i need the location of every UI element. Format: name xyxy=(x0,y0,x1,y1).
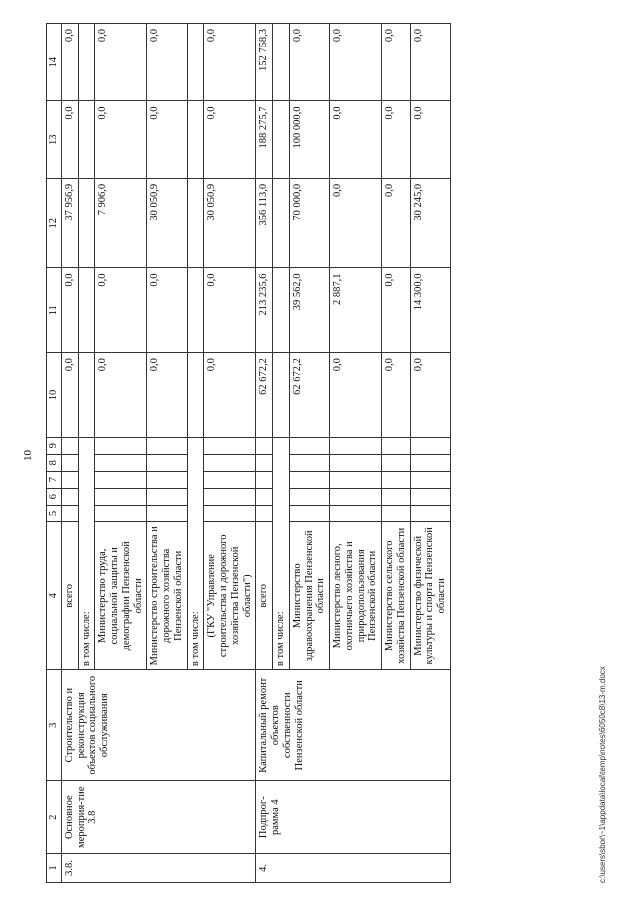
col-header: 12 xyxy=(47,178,62,268)
empty-cell xyxy=(256,454,273,471)
empty-cell xyxy=(147,437,187,454)
amount-cell: 30 050,9 xyxy=(204,178,256,268)
executor-label: всего xyxy=(61,522,78,670)
amount-cell: 0,0 xyxy=(61,353,78,438)
amount-cell: 0,0 xyxy=(61,268,78,353)
amount-cell: 0,0 xyxy=(61,24,78,102)
amount-cell xyxy=(78,268,95,353)
amount-cell: 0,0 xyxy=(382,101,411,178)
col-header: 7 xyxy=(47,471,62,488)
amount-cell: 0,0 xyxy=(95,268,147,353)
empty-cell xyxy=(330,437,382,454)
amount-cell: 39 562,0 xyxy=(289,268,329,353)
empty-cell xyxy=(410,505,450,522)
amount-cell: 0,0 xyxy=(330,101,382,178)
empty-cell xyxy=(204,505,256,522)
column-number-row xyxy=(47,24,62,883)
empty-cell xyxy=(330,505,382,522)
file-path-footer: c:\users\sbor\~1\appdata\local\temp\notes\6050c8\13-m.docx xyxy=(598,666,607,883)
col-header: 5 xyxy=(47,505,62,522)
empty-cell xyxy=(147,471,187,488)
empty-cell xyxy=(410,471,450,488)
amount-cell: 30 050,9 xyxy=(147,178,187,268)
executor-label: (ГКУ "Управление строительства и дорожного хозяйства Пензенской области") xyxy=(204,522,256,670)
amount-cell: 0,0 xyxy=(289,24,329,102)
col-header: 4 xyxy=(47,522,62,670)
amount-cell: 0,0 xyxy=(147,268,187,353)
empty-cell xyxy=(256,505,273,522)
empty-cell xyxy=(330,471,382,488)
executor-label: Министерство лесного, охотничьего хозяйства и природопользования Пензенской области xyxy=(330,522,382,670)
col-header: 8 xyxy=(47,454,62,471)
amount-cell: 356 113,0 xyxy=(256,178,273,268)
amount-cell xyxy=(273,353,290,438)
empty-cell xyxy=(147,505,187,522)
amount-cell: 0,0 xyxy=(330,178,382,268)
empty-cell xyxy=(289,505,329,522)
amount-cell: 188 275,7 xyxy=(256,101,273,178)
budget-table xyxy=(46,23,451,883)
amount-cell xyxy=(273,101,290,178)
amount-cell xyxy=(187,268,204,353)
amount-cell: 0,0 xyxy=(147,353,187,438)
executor-label: Министерство труда, социальной защиты и демографии Пензенской области xyxy=(95,522,147,670)
amount-cell: 0,0 xyxy=(410,101,450,178)
amount-cell: 0,0 xyxy=(204,268,256,353)
amount-cell: 0,0 xyxy=(382,178,411,268)
amount-cell: 0,0 xyxy=(204,353,256,438)
executor-label: Министерство физической культуры и спорта Пензенской области xyxy=(410,522,450,670)
amount-cell: 62 672,2 xyxy=(289,353,329,438)
empty-cell xyxy=(95,471,147,488)
empty-cell xyxy=(204,471,256,488)
item-number: 4. xyxy=(256,853,451,882)
amount-cell: 0,0 xyxy=(147,24,187,102)
empty-cell xyxy=(95,488,147,505)
empty-cell xyxy=(204,454,256,471)
amount-cell: 0,0 xyxy=(410,353,450,438)
item-title: Строительство и реконструкция объектов социального обслуживания xyxy=(61,670,256,781)
executor-label: в том числе: xyxy=(187,437,204,669)
amount-cell xyxy=(78,101,95,178)
empty-cell xyxy=(410,454,450,471)
item-name: Подпрог-рамма 4 xyxy=(256,781,451,854)
empty-cell xyxy=(382,488,411,505)
amount-cell: 7 906,0 xyxy=(95,178,147,268)
amount-cell: 100 000,0 xyxy=(289,101,329,178)
amount-cell xyxy=(78,24,95,102)
amount-cell: 0,0 xyxy=(95,24,147,102)
executor-label: Министерство строительства и дорожного хозяйства Пензенской области xyxy=(147,522,187,670)
amount-cell: 14 300,0 xyxy=(410,268,450,353)
empty-cell xyxy=(61,437,78,454)
empty-cell xyxy=(410,488,450,505)
empty-cell xyxy=(61,488,78,505)
amount-cell: 0,0 xyxy=(147,101,187,178)
col-header: 14 xyxy=(47,24,62,102)
empty-cell xyxy=(61,505,78,522)
empty-cell xyxy=(382,471,411,488)
amount-cell: 0,0 xyxy=(204,24,256,102)
amount-cell xyxy=(273,24,290,102)
amount-cell: 37 956,9 xyxy=(61,178,78,268)
col-header: 6 xyxy=(47,488,62,505)
empty-cell xyxy=(289,454,329,471)
col-header: 1 xyxy=(47,853,62,882)
amount-cell xyxy=(273,268,290,353)
amount-cell xyxy=(187,101,204,178)
empty-cell xyxy=(147,488,187,505)
amount-cell: 0,0 xyxy=(382,353,411,438)
amount-cell xyxy=(187,24,204,102)
amount-cell: 213 235,6 xyxy=(256,268,273,353)
empty-cell xyxy=(256,437,273,454)
empty-cell xyxy=(382,454,411,471)
amount-cell xyxy=(273,178,290,268)
empty-cell xyxy=(410,437,450,454)
empty-cell xyxy=(256,488,273,505)
empty-cell xyxy=(61,454,78,471)
executor-label: Министерство здравоохранения Пензенской области xyxy=(289,522,329,670)
empty-cell xyxy=(256,471,273,488)
empty-cell xyxy=(289,437,329,454)
table-row xyxy=(256,24,273,883)
empty-cell xyxy=(147,454,187,471)
empty-cell xyxy=(95,454,147,471)
col-header: 13 xyxy=(47,101,62,178)
amount-cell: 0,0 xyxy=(382,268,411,353)
amount-cell: 62 672,2 xyxy=(256,353,273,438)
amount-cell: 0,0 xyxy=(410,24,450,102)
empty-cell xyxy=(95,437,147,454)
table-row xyxy=(61,24,78,883)
empty-cell xyxy=(61,471,78,488)
amount-cell xyxy=(78,178,95,268)
amount-cell: 0,0 xyxy=(330,353,382,438)
executor-label: всего xyxy=(256,522,273,670)
amount-cell: 2 887,1 xyxy=(330,268,382,353)
amount-cell: 0,0 xyxy=(204,101,256,178)
empty-cell xyxy=(289,488,329,505)
empty-cell xyxy=(330,488,382,505)
amount-cell: 152 758,3 xyxy=(256,24,273,102)
amount-cell: 30 245,0 xyxy=(410,178,450,268)
executor-label: в том числе: xyxy=(78,437,95,669)
amount-cell: 0,0 xyxy=(382,24,411,102)
amount-cell xyxy=(187,353,204,438)
item-title: Капитальный ремонт объектов собственности Пензенской области xyxy=(256,670,451,781)
amount-cell xyxy=(78,353,95,438)
amount-cell xyxy=(187,178,204,268)
amount-cell: 70 000,0 xyxy=(289,178,329,268)
item-number: 3.8. xyxy=(61,853,256,882)
empty-cell xyxy=(204,488,256,505)
col-header: 11 xyxy=(47,268,62,353)
empty-cell xyxy=(204,437,256,454)
executor-label: Министерство сельского хозяйства Пензенской области xyxy=(382,522,411,670)
empty-cell xyxy=(289,471,329,488)
page-number: 10 xyxy=(22,450,34,461)
empty-cell xyxy=(382,437,411,454)
amount-cell: 0,0 xyxy=(61,101,78,178)
col-header: 3 xyxy=(47,670,62,781)
col-header: 2 xyxy=(47,781,62,854)
empty-cell xyxy=(95,505,147,522)
empty-cell xyxy=(382,505,411,522)
col-header: 10 xyxy=(47,353,62,438)
item-name: Основное мероприя-тие 3.8 xyxy=(61,781,256,854)
empty-cell xyxy=(330,454,382,471)
amount-cell: 0,0 xyxy=(95,353,147,438)
executor-label: в том числе: xyxy=(273,437,290,669)
amount-cell: 0,0 xyxy=(95,101,147,178)
col-header: 9 xyxy=(47,437,62,454)
amount-cell: 0,0 xyxy=(330,24,382,102)
